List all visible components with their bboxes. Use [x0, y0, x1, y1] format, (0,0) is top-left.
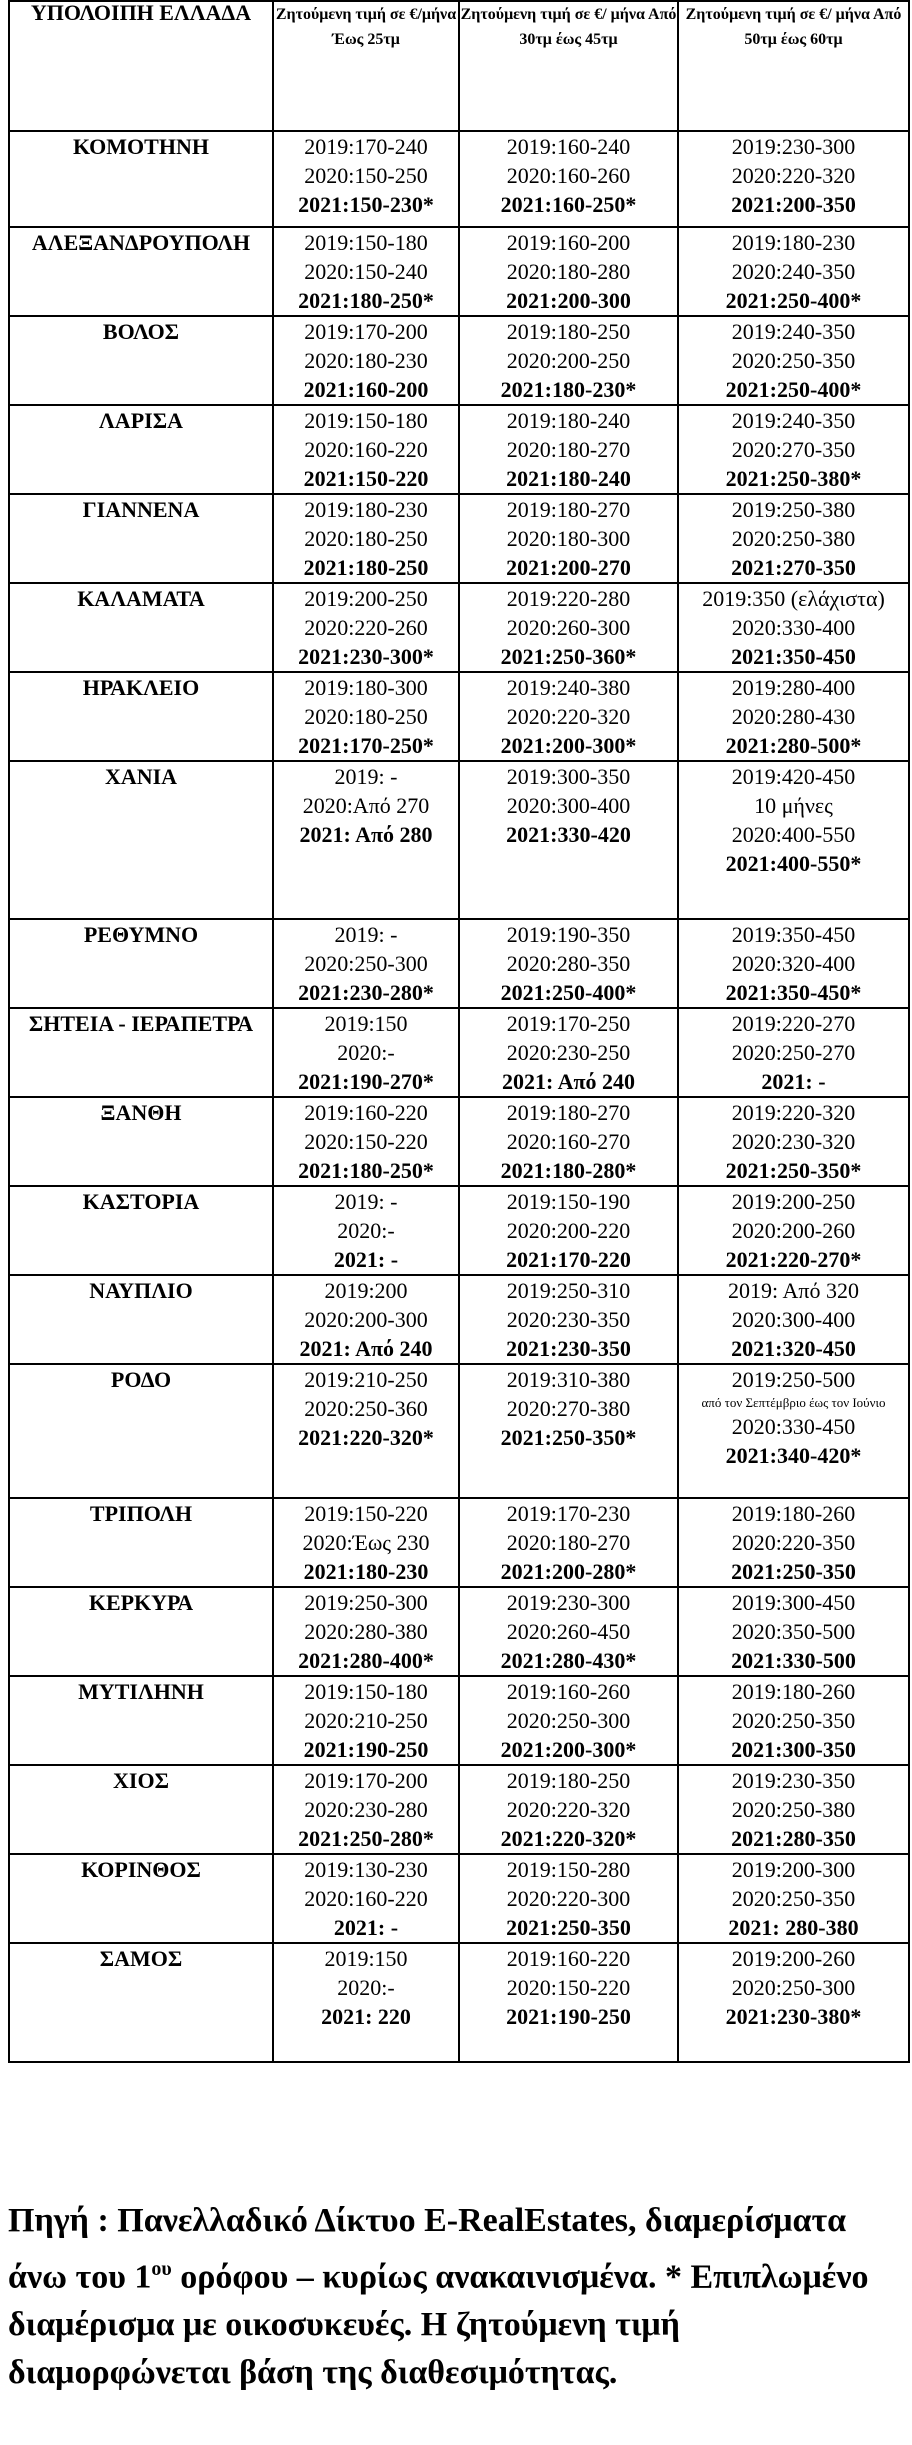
city-cell: ΒΟΛΟΣ	[9, 316, 273, 405]
table-row	[9, 1854, 909, 1943]
table-row	[9, 1275, 909, 1364]
price-line: 2019:180-260	[731, 1679, 856, 1704]
price-cell	[459, 494, 678, 583]
price-line: 2021:180-250	[303, 555, 429, 580]
price-line: 2019:170-200	[304, 319, 428, 344]
price-line: 2019:300-350	[506, 764, 631, 789]
price-line: 2021:170-250*	[298, 733, 434, 758]
price-cell	[273, 919, 459, 1008]
price-line: 2021:200-350	[731, 192, 856, 217]
price-line: 2019:180-300	[304, 675, 428, 700]
price-line: 2020:300-400	[506, 793, 631, 818]
price-line: 2021:200-300*	[500, 1737, 637, 1762]
price-line: 2019:300-450	[731, 1590, 856, 1615]
price-line: 2021:350-450	[731, 644, 856, 669]
city-cell: ΚΑΛΑΜΑΤΑ	[9, 583, 273, 672]
price-line: 2021:220-320*	[500, 1826, 637, 1851]
price-cell	[678, 1676, 909, 1765]
price-cell	[459, 405, 678, 494]
price-line: 2020:160-270	[506, 1129, 631, 1154]
price-line: 2020:220-320	[506, 704, 631, 729]
price-line: 2021:230-300*	[298, 644, 434, 669]
price-line: 2020:270-380	[506, 1396, 631, 1421]
price-cell	[678, 131, 909, 227]
price-cell	[273, 227, 459, 316]
table-row	[9, 227, 909, 316]
price-line: 10 μήνες	[754, 793, 833, 818]
price-cell	[273, 1275, 459, 1364]
city-cell: ΚΑΣΤΟΡΙΑ	[9, 1186, 273, 1275]
price-cell	[273, 1097, 459, 1186]
price-line: 2021:230-280*	[298, 980, 434, 1005]
price-line: 2020:200-250	[506, 348, 631, 373]
city-cell: ΚΟΜΟΤΗΝΗ	[9, 131, 273, 227]
price-cell	[678, 672, 909, 761]
table-row	[9, 1587, 909, 1676]
price-line: 2020:230-250	[506, 1040, 631, 1065]
price-line: 2021:180-280*	[500, 1158, 637, 1183]
city-cell: ΣΑΜΟΣ	[9, 1943, 273, 2062]
price-line: 2020:250-380	[731, 526, 856, 551]
price-cell	[678, 405, 909, 494]
price-cell	[459, 1364, 678, 1498]
price-line: 2021:250-400*	[725, 377, 862, 402]
price-line: 2020:330-400	[731, 615, 856, 640]
table-row	[9, 494, 909, 583]
price-line: 2019:180-240	[506, 408, 631, 433]
city-cell: ΗΡΑΚΛΕΙΟ	[9, 672, 273, 761]
price-line: 2021: -	[333, 1915, 399, 1940]
header-col-50-60sqm: Ζητούμενη τιμή σε €/ μήνα Από 50τμ έως 60τμ	[678, 1, 909, 131]
price-line: 2019:240-380	[506, 675, 631, 700]
price-line: 2021: -	[333, 1247, 399, 1272]
price-line: 2020:180-300	[506, 526, 631, 551]
price-line: 2019:250-380	[731, 497, 856, 522]
price-cell	[459, 316, 678, 405]
price-line: 2020:210-250	[304, 1708, 428, 1733]
city-cell: ΑΛΕΞΑΝΔΡΟΥΠΟΛΗ	[9, 227, 273, 316]
price-cell	[459, 1008, 678, 1097]
table-row	[9, 1765, 909, 1854]
price-cell	[273, 761, 459, 919]
city-cell: ΧΙΟΣ	[9, 1765, 273, 1854]
price-line: 2020:220-260	[304, 615, 428, 640]
price-line: 2020:180-250	[304, 526, 428, 551]
price-cell	[273, 1498, 459, 1587]
price-line: 2019:170-200	[304, 1768, 428, 1793]
price-cell	[678, 1587, 909, 1676]
price-line: 2019:170-240	[304, 134, 428, 159]
price-line: 2021:150-230*	[298, 192, 434, 217]
price-line: 2021: 220	[321, 2004, 411, 2029]
price-cell	[678, 919, 909, 1008]
price-cell	[678, 316, 909, 405]
price-line: 2021:280-430*	[500, 1648, 637, 1673]
price-line: 2020:Έως 230	[302, 1530, 430, 1555]
price-line: 2020:220-320	[506, 1797, 631, 1822]
price-line: από τον Σεπτέμβριο έως τον Ιούνιο	[701, 1395, 886, 1410]
price-line: 2020:320-400	[731, 951, 856, 976]
city-cell: ΧΑΝΙΑ	[9, 761, 273, 919]
table-row	[9, 131, 909, 227]
price-line: 2021:300-350	[731, 1737, 856, 1762]
price-cell	[459, 1676, 678, 1765]
price-line: 2021:270-350	[731, 555, 856, 580]
price-line: 2019:350 (ελάχιστα)	[702, 586, 885, 611]
price-line: 2019:200	[324, 1278, 408, 1303]
header-region: ΥΠΟΛΟΙΠΗ ΕΛΛΑΔΑ	[9, 1, 273, 131]
price-line: 2019:150	[324, 1946, 408, 1971]
price-line: 2021:200-300*	[500, 733, 637, 758]
price-line: 2021:350-450*	[725, 980, 862, 1005]
price-line: 2021:230-350	[506, 1336, 631, 1361]
price-line: 2019:420-450	[731, 764, 856, 789]
price-line: 2020:-	[337, 1975, 395, 2000]
price-line: 2020:180-230	[304, 348, 428, 373]
price-line: 2019:200-300	[731, 1857, 856, 1882]
price-line: 2019:160-200	[506, 230, 631, 255]
price-cell	[678, 1765, 909, 1854]
price-cell	[678, 1854, 909, 1943]
price-line: 2019:180-230	[304, 497, 428, 522]
table-row	[9, 761, 909, 919]
price-line: 2019:160-220	[304, 1100, 428, 1125]
price-cell	[273, 131, 459, 227]
price-line: 2020:250-350	[731, 1708, 856, 1733]
price-cell	[273, 494, 459, 583]
header-row	[9, 1, 909, 131]
price-cell	[459, 1943, 678, 2062]
price-line: 2021: 280-380	[728, 1915, 859, 1940]
price-line: 2021:280-350	[731, 1826, 856, 1851]
price-line: 2019:250-310	[506, 1278, 631, 1303]
city-cell: ΝΑΥΠΛΙΟ	[9, 1275, 273, 1364]
city-cell: ΚΕΡΚΥΡΑ	[9, 1587, 273, 1676]
price-line: 2021:280-500*	[725, 733, 862, 758]
price-cell	[273, 1186, 459, 1275]
price-line: 2019:180-250	[506, 319, 631, 344]
price-line: 2020:160-220	[304, 1886, 428, 1911]
price-cell	[273, 672, 459, 761]
price-line: 2021:250-350	[731, 1559, 856, 1584]
price-cell	[273, 1765, 459, 1854]
price-line: 2021:250-350	[506, 1915, 631, 1940]
price-line: 2019:230-300	[731, 134, 856, 159]
price-line: 2021:340-420*	[725, 1443, 862, 1468]
price-line: 2021:200-300	[506, 288, 631, 313]
price-line: 2019:150-190	[506, 1189, 631, 1214]
price-line: 2020:150-220	[506, 1975, 631, 2000]
price-line: 2021:250-280*	[298, 1826, 434, 1851]
price-line: 2021:180-250*	[298, 1158, 434, 1183]
price-line: 2021:250-350*	[500, 1425, 637, 1450]
table-row	[9, 1943, 909, 2062]
price-line: 2019:160-260	[506, 1679, 631, 1704]
city-cell: ΣΗΤΕΙΑ - ΙΕΡΑΠΕΤΡΑ	[9, 1008, 273, 1097]
table-row	[9, 1498, 909, 1587]
price-line: 2021:330-500	[731, 1648, 856, 1673]
city-cell: ΡΕΘΥΜΝΟ	[9, 919, 273, 1008]
price-line: 2019:230-350	[731, 1768, 856, 1793]
price-line: 2021: Από 240	[501, 1069, 636, 1094]
price-cell	[678, 1498, 909, 1587]
price-line: 2020:220-320	[731, 163, 856, 188]
price-line: 2021:250-360*	[500, 644, 637, 669]
price-line: 2019:200-250	[304, 586, 428, 611]
price-line: 2021:180-230	[303, 1559, 429, 1584]
price-line: 2019:150-180	[304, 230, 428, 255]
city-cell: ΡΟΔΟ	[9, 1364, 273, 1498]
price-line: 2021:400-550*	[725, 851, 862, 876]
price-cell	[273, 316, 459, 405]
price-cell	[459, 1275, 678, 1364]
price-line: 2020:400-550	[731, 822, 856, 847]
price-line: 2019:180-250	[506, 1768, 631, 1793]
price-line: 2020:280-380	[304, 1619, 428, 1644]
price-line: 2021:250-350*	[725, 1158, 862, 1183]
table-row	[9, 405, 909, 494]
price-line: 2020:200-260	[731, 1218, 856, 1243]
city-cell: ΜΥΤΙΛΗΝΗ	[9, 1676, 273, 1765]
price-line: 2020:250-300	[506, 1708, 631, 1733]
table-row	[9, 1186, 909, 1275]
price-line: 2021:170-220	[506, 1247, 631, 1272]
price-line: 2021:160-200	[303, 377, 429, 402]
city-cell: ΓΙΑΝΝΕΝΑ	[9, 494, 273, 583]
price-line: 2019:150-180	[304, 408, 428, 433]
price-line: 2020:280-430	[731, 704, 856, 729]
price-cell	[459, 1765, 678, 1854]
price-line: 2020:160-220	[304, 437, 428, 462]
price-cell	[459, 227, 678, 316]
price-cell	[273, 1587, 459, 1676]
price-line: 2019:180-230	[731, 230, 856, 255]
price-line: 2019:230-300	[506, 1590, 631, 1615]
price-line: 2021:280-400*	[298, 1648, 434, 1673]
table-row	[9, 672, 909, 761]
city-cell: ΚΟΡΙΝΘΟΣ	[9, 1854, 273, 1943]
price-line: 2019:150	[324, 1011, 408, 1036]
price-line: 2020:240-350	[731, 259, 856, 284]
table-row	[9, 1008, 909, 1097]
price-line: 2019:130-230	[304, 1857, 428, 1882]
price-line: 2019:180-270	[506, 1100, 631, 1125]
price-line: 2019:210-250	[304, 1367, 428, 1392]
table-row	[9, 1364, 909, 1498]
price-line: 2019:170-250	[506, 1011, 631, 1036]
price-line: 2020:250-360	[304, 1396, 428, 1421]
price-cell	[678, 1943, 909, 2062]
price-cell	[273, 1943, 459, 2062]
price-line: 2021:190-250	[506, 2004, 631, 2029]
price-line: 2020:180-270	[506, 1530, 631, 1555]
price-cell	[678, 1186, 909, 1275]
price-line: 2019:180-270	[506, 497, 631, 522]
price-line: 2020:220-350	[731, 1530, 856, 1555]
price-line: 2019: -	[334, 764, 398, 789]
price-cell	[459, 1097, 678, 1186]
price-line: 2019:240-350	[731, 408, 856, 433]
price-line: 2021: -	[761, 1069, 826, 1094]
table-row	[9, 1676, 909, 1765]
price-cell	[459, 1498, 678, 1587]
price-line: 2021:220-270*	[725, 1247, 862, 1272]
price-line: 2021: Από 240	[299, 1336, 433, 1361]
price-line: 2019:220-280	[506, 586, 631, 611]
price-line: 2021: Από 280	[299, 822, 433, 847]
price-cell	[459, 1587, 678, 1676]
price-line: 2019:350-450	[731, 922, 856, 947]
price-line: 2019:220-320	[731, 1100, 856, 1125]
table-row	[9, 316, 909, 405]
price-cell	[678, 227, 909, 316]
price-line: 2020:150-220	[304, 1129, 428, 1154]
price-cell	[678, 494, 909, 583]
price-line: 2020:160-260	[506, 163, 631, 188]
price-line: 2021:150-220	[303, 466, 429, 491]
price-line: 2019:250-300	[304, 1590, 428, 1615]
price-cell	[273, 405, 459, 494]
price-cell	[459, 919, 678, 1008]
price-line: 2019:170-230	[506, 1501, 631, 1526]
price-line: 2019:200-260	[731, 1946, 856, 1971]
price-line: 2021:180-250*	[298, 288, 434, 313]
price-line: 2019:180-260	[731, 1501, 856, 1526]
price-cell	[273, 583, 459, 672]
table-row	[9, 583, 909, 672]
price-cell	[273, 1008, 459, 1097]
price-line: 2020:-	[337, 1218, 395, 1243]
price-cell	[678, 1097, 909, 1186]
price-line: 2020:260-450	[506, 1619, 631, 1644]
price-cell	[678, 1275, 909, 1364]
price-line: 2019:150-220	[304, 1501, 428, 1526]
price-line: 2020:200-220	[506, 1218, 631, 1243]
price-cell	[273, 1676, 459, 1765]
price-line: 2021:330-420	[506, 822, 631, 847]
price-line: 2019:160-240	[506, 134, 631, 159]
price-line: 2020:250-300	[304, 951, 428, 976]
price-line: 2021:190-250	[303, 1737, 429, 1762]
price-cell	[459, 583, 678, 672]
price-cell	[459, 672, 678, 761]
table-row	[9, 919, 909, 1008]
price-line: 2021:190-270*	[298, 1069, 434, 1094]
source-note: Πηγή : Πανελλαδικό Δίκτυο E-RealEstates, διαμερίσματα άνω του $1^{o\upsilon}$ ορόφου – κυρίως ανακαινισμένα. * Επιπλωμένο διαμέρισμα με οικοσυκευές. Η ζητούμενη τιμή διαμορφώνεται βάση της διαθεσιμότητας.	[8, 2202, 869, 2392]
price-line: 2020:150-250	[304, 163, 428, 188]
price-line: 2020:250-350	[731, 1886, 856, 1911]
price-cell	[678, 583, 909, 672]
price-line: 2019:150-180	[304, 1679, 428, 1704]
price-line: 2021:250-400*	[500, 980, 637, 1005]
price-line: 2020:200-300	[304, 1307, 428, 1332]
city-cell: ΞΑΝΘΗ	[9, 1097, 273, 1186]
header-col-25sqm: Ζητούμενη τιμή σε €/μήνα Έως 25τμ	[273, 1, 459, 131]
table-row	[9, 1097, 909, 1186]
price-line: 2019: -	[334, 922, 398, 947]
price-line: 2021:200-270	[506, 555, 631, 580]
price-cell	[273, 1364, 459, 1498]
price-line: 2021:180-240	[506, 466, 631, 491]
price-line: 2021:160-250*	[500, 192, 637, 217]
price-line: 2019:200-250	[731, 1189, 856, 1214]
price-line: 2020:180-250	[304, 704, 428, 729]
price-line: 2020:250-380	[731, 1797, 856, 1822]
price-line: 2020:150-240	[304, 259, 428, 284]
price-line: 2021:230-380*	[725, 2004, 862, 2029]
price-line: 2020:350-500	[731, 1619, 856, 1644]
price-line: 2020:300-400	[731, 1307, 856, 1332]
price-line: 2019: -	[334, 1189, 398, 1214]
price-line: 2021:180-230*	[500, 377, 637, 402]
price-line: 2020:Από 270	[302, 793, 430, 818]
city-cell: ΛΑΡΙΣΑ	[9, 405, 273, 494]
price-line: 2020:250-350	[731, 348, 856, 373]
header-col-30-45sqm: Ζητούμενη τιμή σε €/ μήνα Από 30τμ έως 45τμ	[459, 1, 678, 131]
price-line: 2020:330-450	[731, 1414, 856, 1439]
price-cell	[678, 1008, 909, 1097]
price-line: 2019:240-350	[731, 319, 856, 344]
price-cell	[459, 131, 678, 227]
price-cell	[459, 1186, 678, 1275]
price-line: 2019:220-270	[731, 1011, 856, 1036]
price-line: 2020:180-270	[506, 437, 631, 462]
price-line: 2020:-	[337, 1040, 395, 1065]
price-line: 2020:220-300	[506, 1886, 631, 1911]
rent-table	[8, 0, 910, 2063]
city-cell: ΤΡΙΠΟΛΗ	[9, 1498, 273, 1587]
price-cell	[459, 1854, 678, 1943]
price-line: 2019:250-500	[731, 1367, 856, 1392]
price-line: 2020:250-270	[731, 1040, 856, 1065]
price-cell	[459, 761, 678, 919]
price-line: 2020:250-300	[731, 1975, 856, 2000]
price-line: 2020:180-280	[506, 259, 631, 284]
price-line: 2021:200-280*	[500, 1559, 637, 1584]
price-line: 2019:190-350	[506, 922, 631, 947]
price-line: 2020:280-350	[506, 951, 631, 976]
price-line: 2021:320-450	[731, 1336, 856, 1361]
price-cell	[678, 761, 909, 919]
price-line: 2020:230-280	[304, 1797, 428, 1822]
price-line: 2021:250-400*	[725, 288, 862, 313]
price-line: 2019: Από 320	[728, 1278, 859, 1303]
price-line: 2019:280-400	[731, 675, 856, 700]
price-line: 2020:230-350	[506, 1307, 631, 1332]
price-cell	[678, 1364, 909, 1498]
price-line: 2019:310-380	[506, 1367, 631, 1392]
price-line: 2020:260-300	[506, 615, 631, 640]
price-line: 2021:220-320*	[298, 1425, 434, 1450]
price-line: 2020:230-320	[731, 1129, 856, 1154]
price-line: 2020:270-350	[731, 437, 856, 462]
price-line: 2019:150-280	[506, 1857, 631, 1882]
price-cell	[273, 1854, 459, 1943]
price-line: 2019:160-220	[506, 1946, 631, 1971]
price-line: 2021:250-380*	[725, 466, 862, 491]
